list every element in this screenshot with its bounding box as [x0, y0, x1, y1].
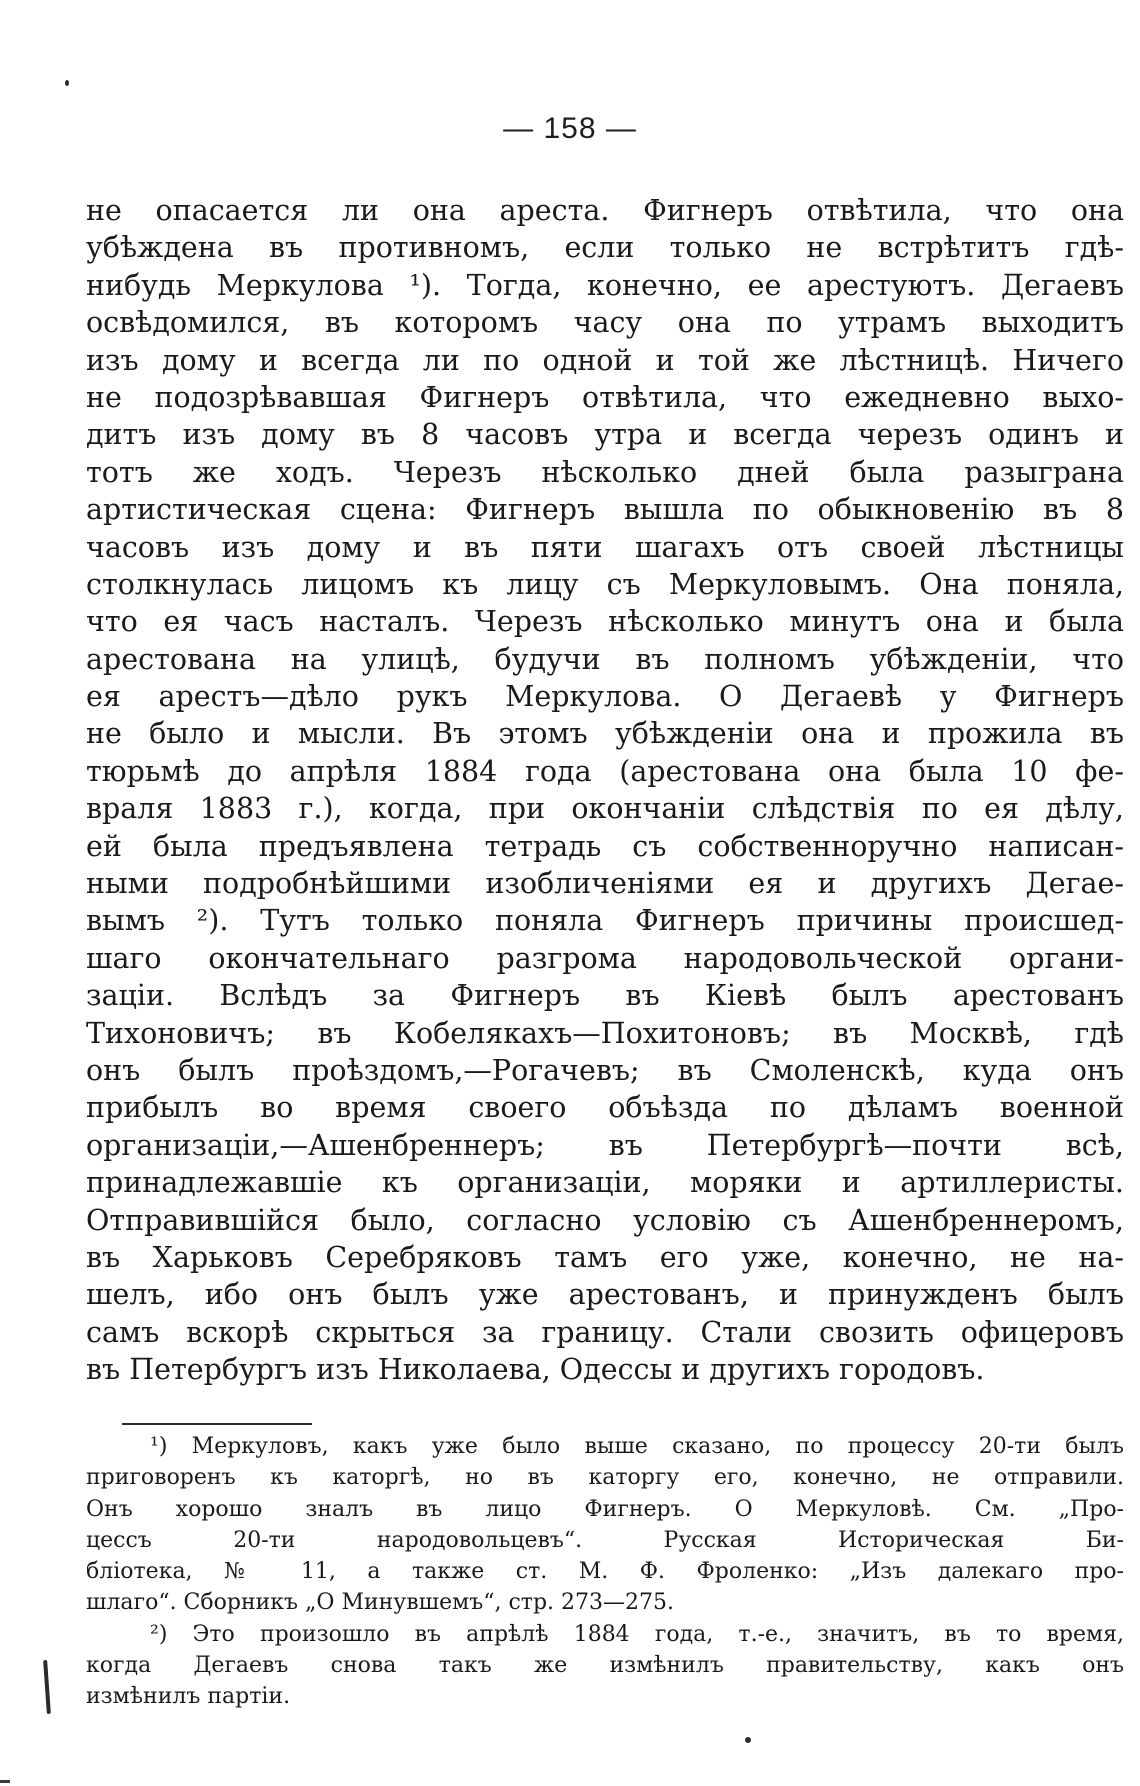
- edge-mark: [0, 1780, 10, 1783]
- text-line: ей была предъявлена тетрадь съ собственноручно написан-: [86, 829, 1124, 863]
- text-line: нибудь Меркулова ¹). Тогда, конечно, ее арестуютъ. Дегаевъ: [86, 268, 1124, 302]
- text-line: враля 1883 г.), когда, при окончаніи слѣдствія по ея дѣлу,: [86, 792, 1124, 826]
- text-line: прибылъ во время своего объѣзда по дѣламъ военной: [86, 1091, 1124, 1125]
- text-line: Отправившійся было, согласно условію съ Ашенбреннеромъ,: [86, 1203, 1124, 1237]
- footnotes: [86, 1431, 1124, 1713]
- text-line: въ Петербургъ изъ Николаева, Одессы и другихъ городовъ.: [86, 1353, 985, 1387]
- text-line: артистическая сцена: Фигнеръ вышла по обыкновенію въ 8: [86, 493, 1124, 527]
- footnote-line: Онъ хорошо зналъ въ лицо Фигнеръ. О Меркуловѣ. См. „Про-: [86, 1496, 1124, 1522]
- text-line: самъ вскорѣ скрыться за границу. Стали свозить офицеровъ: [86, 1315, 1124, 1349]
- footnote-separator: [122, 1423, 312, 1425]
- text-line: тюрьмѣ до апрѣля 1884 года (арестована она была 10 фе-: [86, 754, 1124, 788]
- scan-speck: [65, 80, 69, 86]
- text-line: арестована на улицѣ, будучи въ полномъ убѣжденіи, что: [86, 642, 1124, 676]
- text-line: освѣдомился, въ которомъ часу она по утрамъ выходитъ: [86, 306, 1124, 340]
- margin-mark: [43, 1660, 51, 1714]
- text-line: заціи. Вслѣдъ за Фигнеръ въ Кіевѣ былъ арестованъ: [86, 979, 1124, 1013]
- text-line: часовъ изъ дому и въ пяти шагахъ отъ своей лѣстницы: [86, 530, 1124, 564]
- footnote-line: приговоренъ къ каторгѣ, но въ каторгу его, конечно, не отправили.: [86, 1465, 1124, 1491]
- text-line: шаго окончательнаго разгрома народовольческой органи-: [86, 941, 1124, 975]
- text-line: онъ былъ проѣздомъ,—Рогачевъ; въ Смоленскѣ, куда онъ: [86, 1053, 1124, 1087]
- text-line: ными подробнѣйшими изобличеніями ея и другихъ Дегае-: [86, 867, 1124, 901]
- page-number: — 158 —: [503, 112, 637, 145]
- footnote-line: шлаго“. Сборникъ „О Минувшемъ“, стр. 273—275.: [86, 1590, 674, 1616]
- footnote-line: бліотека, № 11, а также ст. М. Ф. Фроленко: „Изъ далекаго про-: [86, 1559, 1124, 1585]
- text-line: Тихоновичъ; въ Кобелякахъ—Похитоновъ; въ Москвѣ, гдѣ: [86, 1016, 1124, 1050]
- footnote-line: ²) Это произошло въ апрѣлѣ 1884 года, т.-е., значитъ, въ то время,: [150, 1621, 1124, 1647]
- text-line: изъ дому и всегда ли по одной и той же лѣстницѣ. Ничего: [86, 343, 1124, 377]
- text-line: столкнулась лицомъ къ лицу съ Меркуловымъ. Она поняла,: [86, 567, 1124, 601]
- text-line: организаціи,—Ашенбреннеръ; въ Петербургѣ—почти всѣ,: [86, 1128, 1124, 1162]
- footnote-line: измѣнилъ партіи.: [86, 1684, 291, 1710]
- text-line: ея арестъ—дѣло рукъ Меркулова. О Дегаевѣ у Фигнеръ: [86, 680, 1124, 714]
- text-line: не было и мысли. Въ этомъ убѣжденіи она и прожила въ: [86, 717, 1124, 751]
- text-line: не опасается ли она ареста. Фигнеръ отвѣтила, что она: [86, 194, 1124, 227]
- text-line: шелъ, ибо онъ былъ уже арестованъ, и принужденъ былъ: [86, 1278, 1124, 1312]
- footnote-line: когда Дегаевъ снова такъ же измѣнилъ правительству, какъ онъ: [86, 1653, 1124, 1679]
- scan-speck: [745, 1737, 751, 1743]
- text-line: дитъ изъ дому въ 8 часовъ утра и всегда черезъ одинъ и: [86, 418, 1124, 452]
- footnote-line: цессъ 20-ти народовольцевъ“. Русская Историческая Би-: [86, 1527, 1124, 1553]
- text-line: что ея часъ насталъ. Черезъ нѣсколько минутъ она и была: [86, 605, 1124, 639]
- text-line: вымъ ²). Тутъ только поняла Фигнеръ причины происшед-: [86, 904, 1124, 938]
- text-line: въ Харьковъ Серебряковъ тамъ его уже, конечно, не на-: [86, 1240, 1124, 1274]
- text-line: не подозрѣвавшая Фигнеръ отвѣтила, что ежедневно выхо-: [86, 380, 1124, 414]
- footnote-line: ¹) Меркуловъ, какъ уже было выше сказано, по процессу 20-ти былъ: [150, 1434, 1124, 1459]
- text-line: тотъ же ходъ. Черезъ нѣсколько дней была разыграна: [86, 455, 1124, 489]
- body-text: [86, 192, 1124, 1389]
- text-line: принадлежавшіе къ организаціи, моряки и артиллеристы.: [86, 1166, 1124, 1200]
- text-line: убѣждена въ противномъ, если только не встрѣтитъ гдѣ-: [86, 231, 1124, 265]
